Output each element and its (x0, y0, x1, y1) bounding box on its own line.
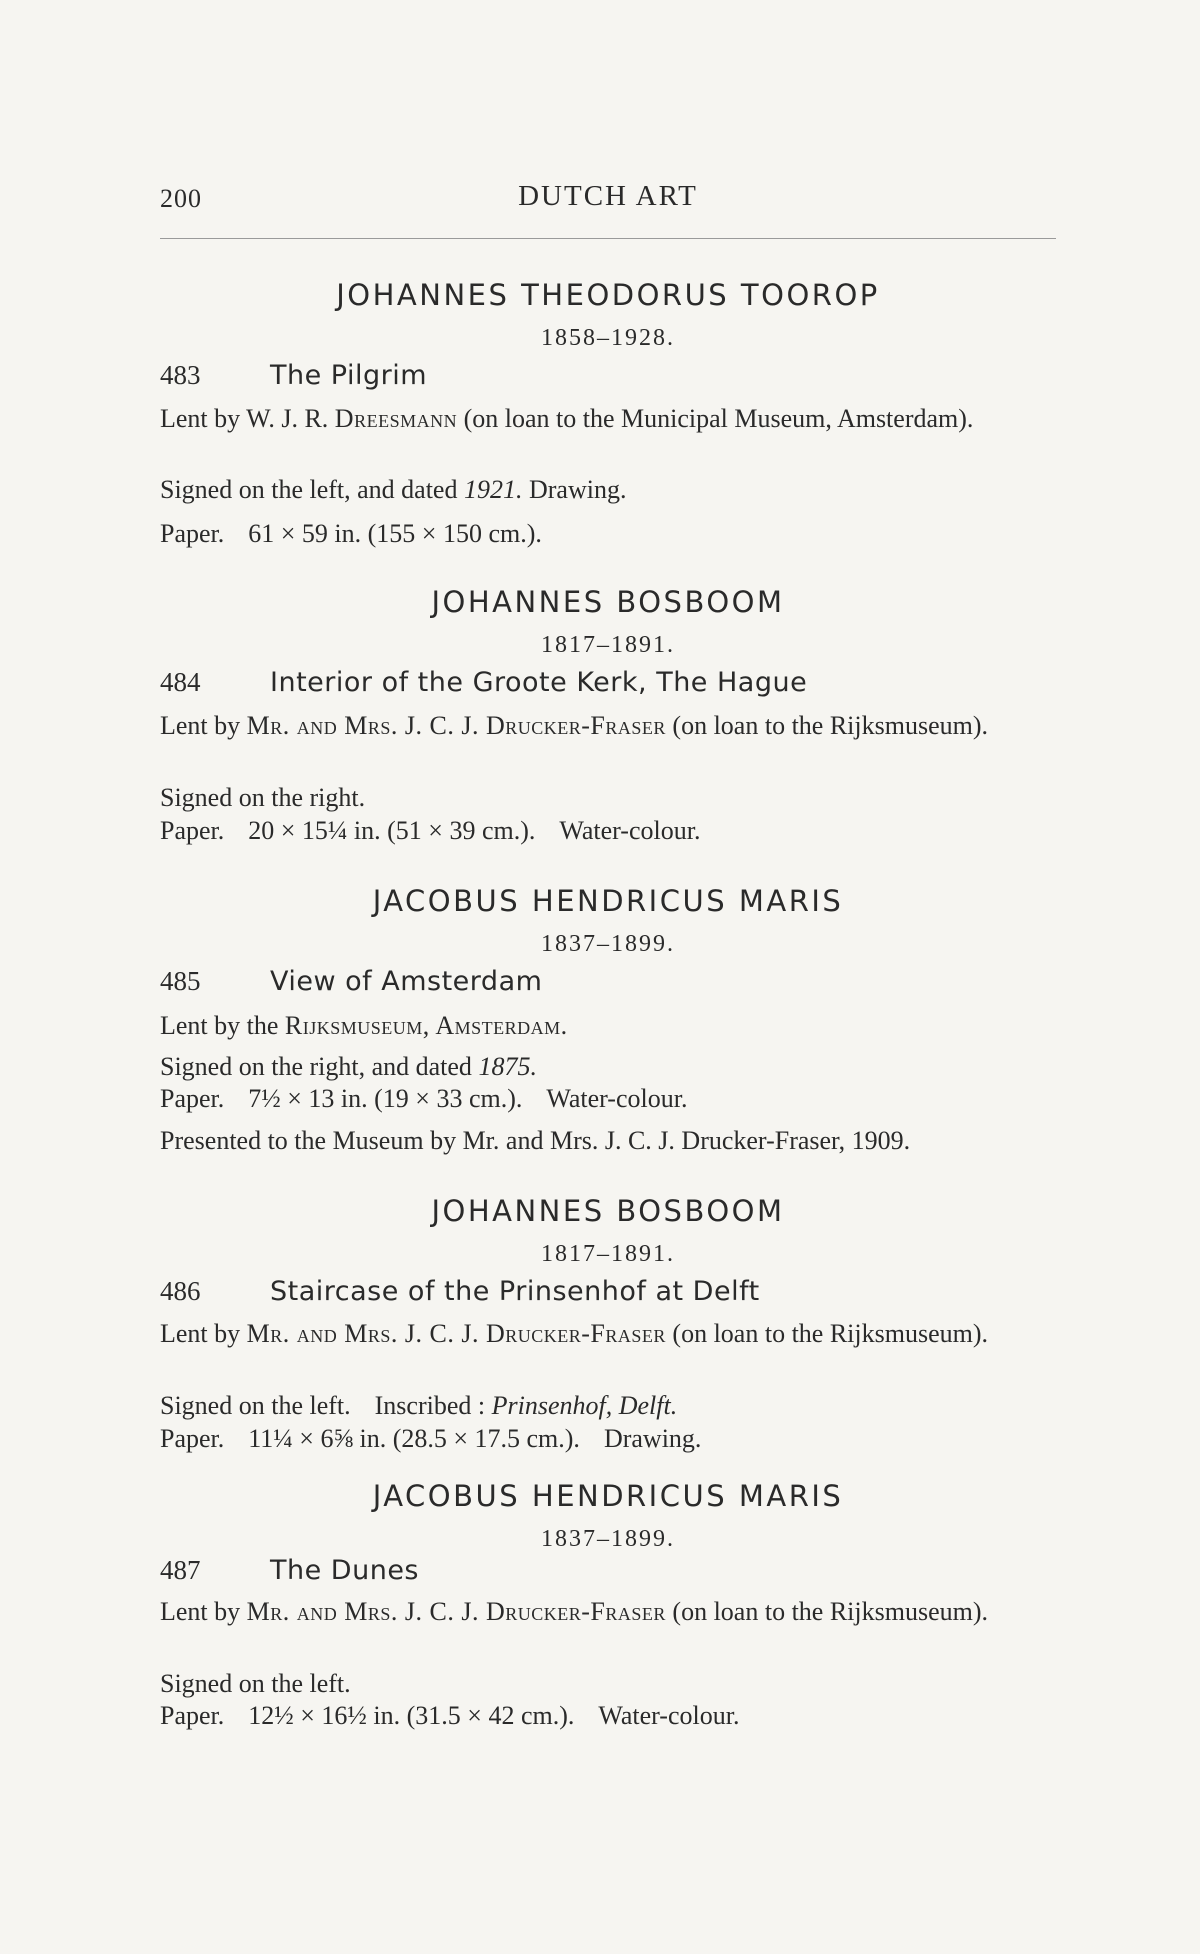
lent-prefix: Lent by (160, 711, 247, 740)
lender-line (160, 710, 1056, 741)
medium-line (160, 1083, 1056, 1114)
artist-name: JOHANNES BOSBOOM (431, 585, 785, 619)
entry-title: Staircase of the Prinsenhof at Delft (270, 1276, 760, 1307)
artist-name: JOHANNES THEODORUS TOOROP (336, 278, 880, 312)
lender-line (160, 403, 1056, 434)
artist-dates: 1858–1928. (541, 325, 675, 351)
artist-dates: 1817–1891. (541, 1241, 675, 1267)
artist-dates: 1817–1891. (541, 632, 675, 658)
entry-title: View of Amsterdam (270, 966, 543, 997)
signature-line (160, 1390, 1056, 1421)
medium: Paper. (160, 1701, 225, 1730)
header-rule (160, 238, 1056, 239)
artist-name: JACOBUS HENDRICUS MARIS (372, 1479, 844, 1513)
technique: Water-colour. (546, 1084, 688, 1113)
lent-suffix: (on loan to the Rijksmuseum). (665, 711, 989, 740)
dimensions: 11¼ × 6⅝ in. (28.5 × 17.5 cm.). (248, 1424, 580, 1453)
medium: Paper. (160, 816, 225, 845)
lender-line (160, 1596, 1056, 1627)
lent-prefix: Lent by W. J. R. (160, 404, 335, 433)
artist-name: JACOBUS HENDRICUS MARIS (372, 884, 844, 918)
page-number: 200 (160, 184, 202, 213)
signature-line (160, 1668, 1056, 1699)
signature-text: Signed on the left, and dated (160, 475, 464, 504)
signature-line (160, 1051, 1056, 1082)
signature-date: 1921. (463, 475, 523, 504)
signature-line (160, 782, 1056, 813)
lender-line (160, 1010, 1056, 1041)
provenance-note: Presented to the Museum by Mr. and Mrs. J. C. J. Drucker-Fraser, 1909. (160, 1126, 911, 1155)
lender-name: Mr. and Mrs. J. C. J. Drucker-Fraser (246, 1319, 666, 1348)
running-head (160, 180, 1056, 220)
lender-name: Mr. and Mrs. J. C. J. Drucker-Fraser (246, 1597, 666, 1626)
catalogue-entry-heading (160, 667, 1056, 707)
signature-text: Signed on the right. (160, 783, 366, 812)
lender-line (160, 1318, 1056, 1349)
lender-name: Rijksmuseum, Amsterdam. (284, 1011, 568, 1040)
entry-title: The Dunes (270, 1555, 419, 1586)
lent-suffix: (on loan to the Rijksmuseum). (665, 1597, 989, 1626)
dimensions: 20 × 15¼ in. (51 × 39 cm.). (248, 816, 536, 845)
entry-number: 485 (160, 966, 201, 996)
artist-name: JOHANNES BOSBOOM (431, 1194, 785, 1228)
lent-suffix: (on loan to the Rijksmuseum). (665, 1319, 989, 1348)
technique: Drawing. (603, 1424, 702, 1453)
medium-line (160, 1700, 1056, 1731)
lent-prefix: Lent by the (160, 1011, 285, 1040)
lent-prefix: Lent by (160, 1319, 247, 1348)
artist-dates: 1837–1899. (541, 1526, 675, 1552)
signature-text: Signed on the left. (160, 1391, 351, 1420)
entry-number: 486 (160, 1276, 201, 1306)
medium: Paper. (160, 1084, 225, 1113)
medium: Paper. (160, 519, 225, 548)
technique: Water-colour. (559, 816, 701, 845)
medium-line (160, 1423, 1056, 1454)
dimensions: 61 × 59 in. (155 × 150 cm.). (248, 519, 542, 548)
entry-title: The Pilgrim (270, 360, 428, 391)
lent-prefix: Lent by (160, 1597, 247, 1626)
medium: Paper. (160, 1424, 225, 1453)
dimensions: 12½ × 16½ in. (31.5 × 42 cm.). (248, 1701, 575, 1730)
technique: Water-colour. (598, 1701, 740, 1730)
catalogue-entry-heading (160, 360, 1056, 400)
entry-title: Interior of the Groote Kerk, The Hague (270, 667, 808, 698)
entry-number: 484 (160, 667, 201, 697)
lender-name: Mr. and Mrs. J. C. J. Drucker-Fraser (246, 711, 666, 740)
artist-dates: 1837–1899. (541, 931, 675, 957)
catalogue-entry-heading (160, 966, 1056, 1006)
lender-name: Dreesmann (334, 404, 458, 433)
signature-text: Signed on the right, and dated (160, 1052, 479, 1081)
inscribed-label: Inscribed : (374, 1391, 486, 1420)
inscription: Prinsenhof, Delft. (491, 1391, 678, 1420)
dimensions: 7½ × 13 in. (19 × 33 cm.). (248, 1084, 523, 1113)
entry-number: 483 (160, 360, 201, 390)
entry-number: 487 (160, 1555, 201, 1585)
catalogue-entry-heading (160, 1555, 1056, 1595)
signature-text: Signed on the left. (160, 1669, 351, 1698)
signature-line (160, 474, 1056, 505)
lent-suffix: (on loan to the Municipal Museum, Amsterdam). (457, 404, 974, 433)
medium-line (160, 815, 1056, 846)
book-title: DUTCH ART (518, 180, 698, 212)
technique: Drawing. (522, 475, 627, 504)
catalogue-entry-heading (160, 1276, 1056, 1316)
signature-date: 1875. (478, 1052, 537, 1081)
medium-line (160, 518, 1056, 549)
